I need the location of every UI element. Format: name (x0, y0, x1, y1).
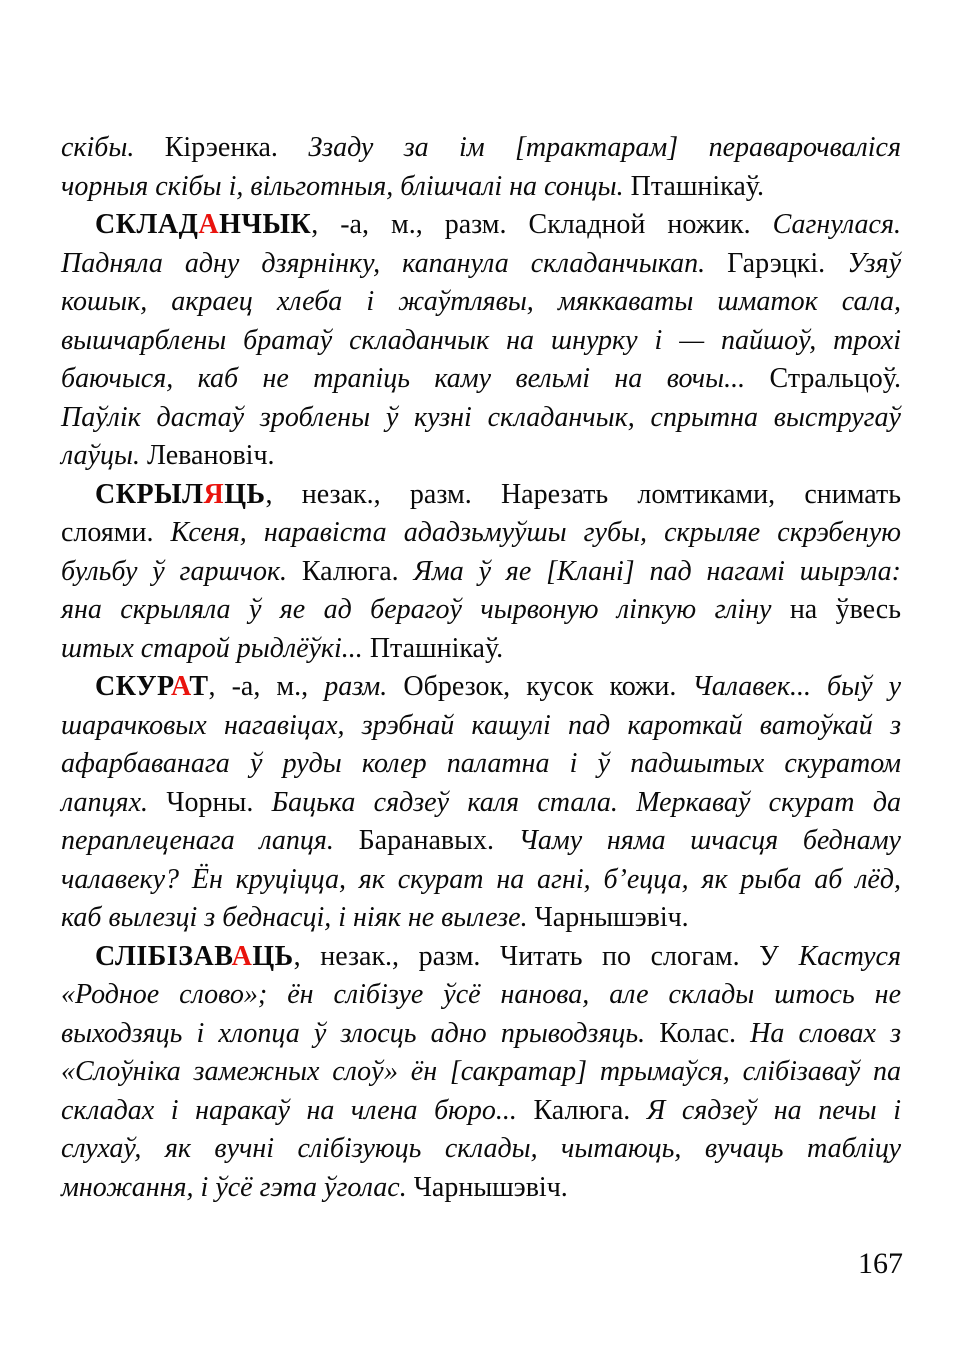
text-block (61, 129, 901, 1207)
plain-text: Левановіч. (146, 440, 275, 471)
example-italic-text: каб вылезці з беднасці, і ніяк не вылезе. (61, 902, 535, 933)
text-line (61, 1053, 901, 1092)
entry-skladanchyk (61, 206, 901, 476)
plain-text: Гарэцкі. (727, 247, 848, 279)
headword-text: Т (189, 671, 209, 702)
example-italic-text: шарачковых нагавіцах, зрэбнай кашулі пад кароткай ватоўкай з (61, 709, 901, 741)
continuation-paragraph (61, 129, 901, 206)
example-italic-text: Падняла адну дзярнінку, капанула складанчыкап. (61, 247, 728, 279)
example-italic-text: Бацька сядзеў каля стала. Меркаваў скурат да (271, 786, 901, 818)
example-italic-text: На словах з (750, 1017, 902, 1049)
plain-text: Чарнышэвіч. (413, 1171, 568, 1203)
text-line (61, 861, 901, 900)
plain-text: Чарнышэвіч. (534, 902, 689, 933)
example-italic-text: скібы. (61, 132, 165, 163)
plain-text: Пташнікаў. (630, 170, 764, 202)
example-italic-text: Узяў (847, 247, 901, 279)
entry-skurat (61, 668, 901, 938)
example-italic-text: лапцях. (61, 786, 167, 818)
text-line (61, 168, 901, 207)
text-line (61, 245, 901, 284)
example-italic-text: чорныя скібы і, вільготныя, блішчалі на сонцы. (61, 170, 631, 202)
example-italic-text: Чалавек... быў у (692, 671, 901, 702)
text-line (61, 630, 901, 669)
plain-text: Пташнікаў. (369, 632, 504, 664)
entry-skrylyats (61, 476, 901, 669)
plain-text: на ўвесь (789, 594, 901, 625)
plain-text: Стральцоў. (769, 363, 901, 394)
plain-text: слоями. (61, 517, 171, 548)
example-italic-text: кошык, акраец хлеба і жаўтлявы, мяккаваты шматок сала, (61, 286, 901, 317)
text-line (61, 206, 901, 245)
plain-text: Колас. (659, 1017, 751, 1049)
text-line (61, 360, 901, 399)
headword-text: СЛІБІЗАВ (95, 940, 232, 972)
plain-text: , незак., разм. Читать по слогам. У (293, 940, 799, 972)
example-italic-text: пераплеценага лапця. (61, 825, 359, 856)
text-line (61, 129, 901, 168)
text-line (61, 668, 901, 707)
example-italic-text: слухаў, як вучні слібізуюць склады, чытаюць, вучаць табліцу (61, 1133, 901, 1164)
text-line (61, 745, 901, 784)
example-italic-text: Я сядзеў на печы і (646, 1094, 901, 1126)
text-line (61, 553, 901, 592)
text-line (61, 1092, 901, 1131)
text-line (61, 437, 901, 476)
example-italic-text: чалавеку? Ён круціцца, як скурат на агні, б’ецца, як рыба аб лёд, (61, 863, 901, 895)
plain-text: Баранавых. (358, 825, 519, 856)
example-italic-text: штых старой рыдлёўкі... (61, 632, 370, 664)
example-italic-text: Ззаду за ім [трактарам] пераварочваліся (308, 132, 901, 163)
example-italic-text: Кастуся (798, 940, 901, 972)
text-line (61, 976, 901, 1015)
example-italic-text: лаўцы. (61, 440, 147, 471)
headword-text: НЧЫК (219, 209, 312, 240)
plain-text: , -а, м., (208, 671, 325, 702)
plain-text: Кірэенка. (164, 132, 309, 163)
example-italic-text: «Слоўніка замежных слоў» ён [сакратар] трымаўся, слібізаваў па (61, 1056, 901, 1087)
example-italic-text: Ксеня, наравіста ададзьмуўшы губы, скрыляе скрэбеную (170, 517, 901, 548)
example-italic-text: множання, і ўсё гэта ўголас. (61, 1171, 414, 1203)
text-line (61, 399, 901, 438)
text-line (61, 514, 901, 553)
headword-text: СКЛАД (95, 209, 199, 240)
headword-text: СКУР (95, 671, 172, 702)
example-italic-text: «Родное слово»; ён слібізуе ўсё нанова, але склады штось не (61, 979, 901, 1010)
headword-text: ЦЬ (224, 478, 266, 510)
plain-text: Калюга. (301, 555, 414, 587)
headword-stress-letter: А (231, 940, 253, 972)
example-italic-text: Сагнулася. (772, 209, 901, 240)
text-line (61, 1169, 901, 1208)
headword-text: СКРЫЛ (95, 478, 204, 510)
example-italic-text: Яма ў яе [Клані] пад нагамі шырэла: (413, 555, 901, 587)
text-line (61, 322, 901, 361)
example-italic-text: складах і наракаў на члена бюро... (61, 1094, 534, 1126)
text-line (61, 476, 901, 515)
example-italic-text: афарбаванага ў руды колер палатна і ў падшытых скуратом (61, 748, 901, 779)
plain-text: Чорны. (166, 786, 272, 818)
text-line (61, 283, 901, 322)
text-line (61, 784, 901, 823)
text-line (61, 591, 901, 630)
entry-slibizavats (61, 938, 901, 1208)
text-line (61, 1015, 901, 1054)
example-italic-text: Чаму няма шчасця беднаму (518, 825, 901, 856)
text-line (61, 938, 901, 977)
headword-text: ЦЬ (252, 940, 294, 972)
headword-stress-letter: А (171, 671, 190, 702)
text-line (61, 822, 901, 861)
headword-stress-letter: А (198, 209, 220, 240)
page-number: 167 (858, 1247, 903, 1280)
example-italic-text: бульбу ў гаршчок. (61, 555, 302, 587)
example-italic-text: вышчарблены братаў складанчык на шнурку і — пайшоў, трохі (61, 324, 901, 356)
text-line (61, 899, 901, 938)
example-italic-text: яна скрыляла ў яе ад берагоў чырвоную ліпкую гліну (61, 594, 790, 625)
plain-text: , -а, м., разм. Складной ножик. (311, 209, 773, 240)
text-line (61, 1130, 901, 1169)
example-italic-text: выходзяць і хлопца ў злосць адно прыводзяць. (61, 1017, 660, 1049)
plain-text: Калюга. (533, 1094, 647, 1126)
plain-text: Обрезок, кусок кожи. (403, 671, 693, 702)
example-italic-text: баючыся, каб не трапіць каму вельмі на вочы... (61, 363, 770, 394)
plain-text: , незак., разм. Нарезать ломтиками, снимать (265, 478, 901, 510)
example-italic-text: Паўлік дастаў зроблены ў кузні складанчык, спрытна выстругаў (61, 401, 901, 433)
text-line (61, 707, 901, 746)
headword-stress-letter: Я (203, 478, 225, 510)
example-italic-text: разм. (324, 671, 404, 702)
